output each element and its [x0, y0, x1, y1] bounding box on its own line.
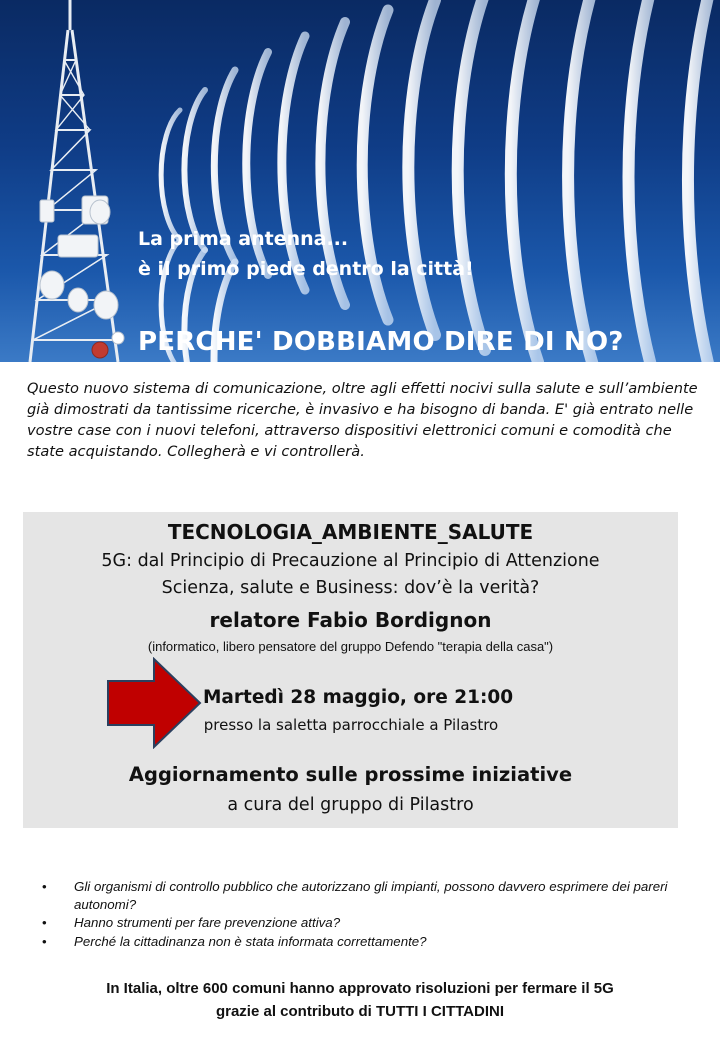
list-item: • Gli organismi di controllo pubblico che autorizzano gli impianti, possono davvero esprimere dei pareri autonomi?: [40, 878, 680, 913]
radio-waves: [161, 0, 715, 362]
list-item: • Perché la cittadinanza non è stata informata correttamente?: [40, 933, 680, 951]
intro-paragraph: Questo nuovo sistema di comunicazione, oltre agli effetti nocivi sulla salute e sull’ambiente già dimostrati da tantissime ricerche, è invasivo e ha bisogno di banda. E' già entrato nelle vostre case con i nuovi telefoni, attraverso dispositivi elettronici comuni e comodità che state acquistando. Collegherà e vi controllerà.: [27, 380, 698, 460]
hero-banner: [0, 0, 720, 362]
antenna-dishes: [40, 196, 124, 358]
update-by: a cura del gruppo di Pilastro: [227, 795, 474, 815]
event-subtitle-2: Scienza, salute e Business: dov’è la verità?: [161, 578, 540, 598]
footer-line-1: In Italia, oltre 600 comuni hanno approvato risoluzioni per fermare il 5G: [106, 980, 614, 997]
update-title: Aggiornamento sulle prossime iniziative: [128, 763, 573, 786]
event-speaker-note: (informatico, libero pensatore del gruppo Defendo "terapia della casa"): [147, 639, 554, 654]
event-title: TECNOLOGIA_AMBIENTE_SALUTE: [167, 520, 534, 544]
hero-title: PERCHE' DOBBIAMO DIRE DI NO?: [138, 327, 624, 357]
hero-tagline-2: è il primo piede dentro la città!: [138, 258, 474, 280]
list-item: • Hanno strumenti per fare prevenzione attiva?: [40, 914, 680, 932]
antenna-waves-illustration: [0, 0, 720, 362]
hero-tagline-1: La prima antenna...: [138, 228, 349, 250]
event-place: presso la saletta parrocchiale a Pilastro: [203, 716, 499, 734]
event-date: Martedì 28 maggio, ore 21:00: [203, 687, 514, 708]
footer-line-2: grazie al contributo di TUTTI I CITTADINI: [215, 1003, 505, 1020]
event-subtitle-1: 5G: dal Principio di Precauzione al Principio di Attenzione: [101, 551, 600, 571]
event-speaker: relatore Fabio Bordignon: [209, 608, 492, 632]
right-arrow-icon: [106, 657, 202, 749]
questions-list: [40, 878, 680, 951]
